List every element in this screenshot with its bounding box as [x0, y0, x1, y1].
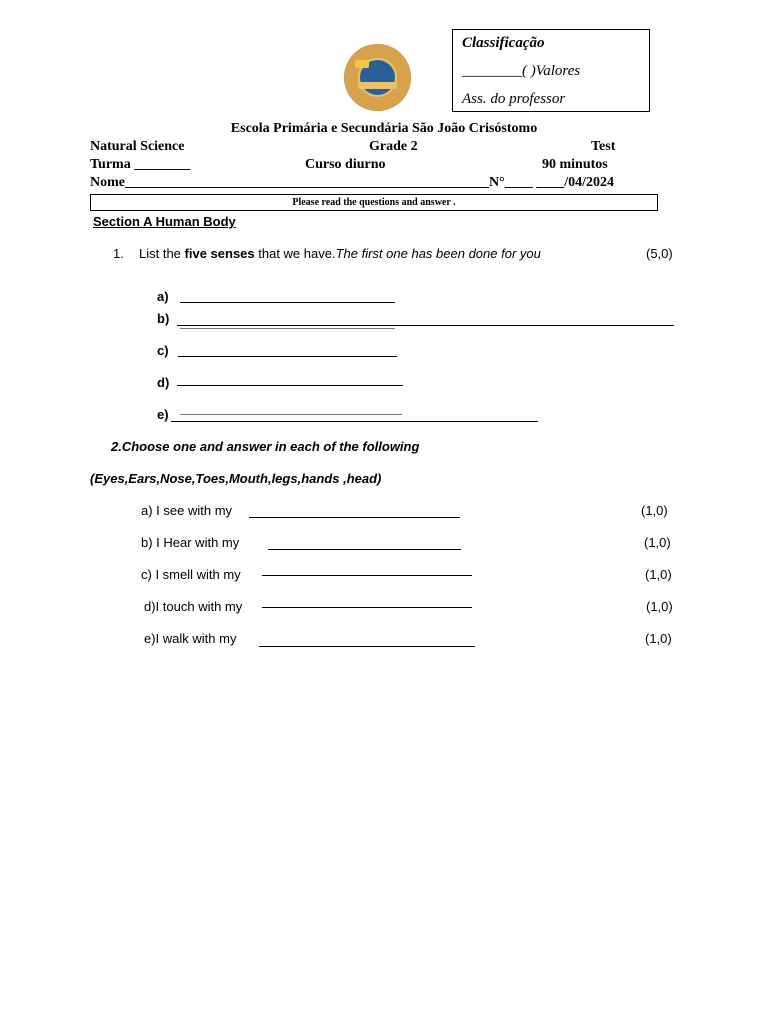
q1-text-italic: The first one has been done for you: [335, 246, 541, 261]
q2-item-b-label: b) I Hear with my: [141, 535, 240, 550]
question-1-points: (5,0): [646, 246, 673, 261]
q2-item-e-points: (1,0): [645, 631, 672, 646]
class-field: Turma ________: [90, 157, 191, 172]
q2-item-c-answer-line[interactable]: [262, 575, 472, 576]
q2-item-d-label: d)I touch with my: [144, 599, 243, 614]
q1-item-c-label: c): [157, 343, 169, 358]
name-line-text: Nome____________________________________________________N°____ ____/04/2024: [90, 175, 614, 190]
q1-item-a-answer-line[interactable]: [180, 302, 395, 303]
question-2-title: 2.Choose one and answer in each of the following: [111, 439, 420, 454]
classification-box: [452, 29, 650, 112]
q2-item-a-answer-line[interactable]: [249, 517, 460, 518]
q1-text-a: List the: [139, 246, 185, 261]
q2-item-c-label: c) I smell with my: [141, 567, 241, 582]
duration: 90 minutos: [542, 157, 608, 172]
school-name: Escola Primária e Secundária São João Crisóstomo: [230, 121, 538, 136]
question-1-text: [139, 246, 541, 261]
q1-item-b-answer-line[interactable]: [177, 325, 674, 326]
q1-text-b: that we have.: [254, 246, 336, 261]
logo-banner: [358, 82, 397, 89]
q2-item-e-answer-line[interactable]: [259, 646, 475, 647]
q1-item-a-label: a): [157, 289, 169, 304]
subject: Natural Science: [90, 139, 185, 154]
question-1-number: 1.: [113, 246, 124, 261]
q1-item-b-label: b): [157, 311, 170, 326]
q2-item-a-points: (1,0): [641, 503, 668, 518]
q1-text-bold: five senses: [184, 246, 255, 261]
test-label: Test: [591, 139, 616, 154]
q2-item-b-points: (1,0): [644, 535, 671, 550]
q1-item-d-answer-line[interactable]: [177, 385, 403, 386]
q2-item-d-answer-line[interactable]: [262, 607, 472, 608]
teacher-signature-label: Ass. do professor: [462, 91, 566, 107]
grade: Grade 2: [369, 139, 418, 154]
course: Curso diurno: [305, 157, 386, 172]
question-2-options: (Eyes,Ears,Nose,Toes,Mouth,legs,hands ,head): [90, 471, 382, 486]
classification-values: ________( )Valores: [462, 63, 581, 79]
section-a-title: Section A Human Body: [93, 214, 236, 229]
q2-item-b-answer-line[interactable]: [268, 549, 461, 550]
q2-item-d-points: (1,0): [646, 599, 673, 614]
logo-book-icon: [355, 60, 369, 68]
q2-item-a-label: a) I see with my: [141, 503, 233, 518]
school-logo: [344, 44, 411, 111]
classification-title: Classificação: [462, 35, 545, 51]
q1-item-c-answer-line[interactable]: [178, 356, 397, 357]
q1-item-e-answer-line[interactable]: [171, 421, 538, 422]
q1-item-e-upper-line: [180, 414, 402, 415]
q2-item-c-points: (1,0): [645, 567, 672, 582]
q2-item-e-label: e)I walk with my: [144, 631, 237, 646]
q1-item-e-label: e): [157, 407, 169, 422]
q1-item-d-label: d): [157, 375, 170, 390]
instruction-box: Please read the questions and answer .: [90, 194, 658, 211]
name-line: [90, 175, 614, 191]
q1-item-b-underline: [180, 328, 395, 329]
